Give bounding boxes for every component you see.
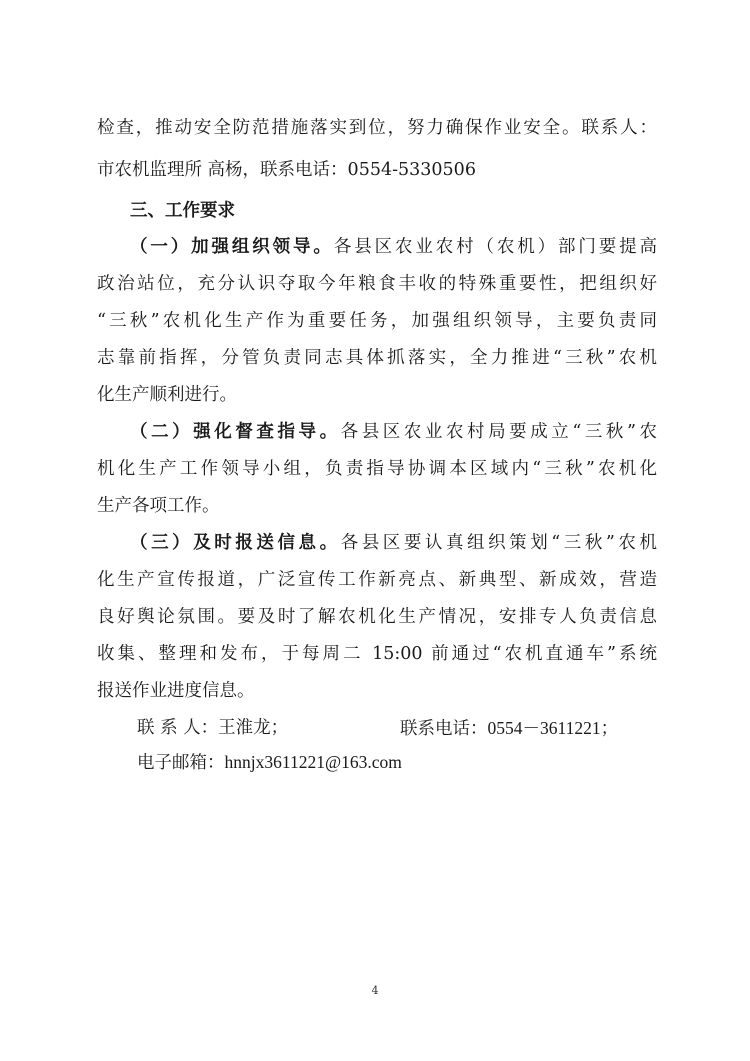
contact-phone: 0554－3611221； bbox=[487, 718, 619, 738]
contact-line bbox=[137, 714, 657, 742]
p2-line-1 bbox=[130, 418, 657, 446]
page-number: 4 bbox=[371, 984, 379, 997]
p0-line-1: 检查，推动安全防范措施落实到位，努力确保作业安全。联系人： bbox=[97, 118, 657, 138]
p2-line-2: 机化生产工作领导小组，负责指导协调本区域内“三秋”农机化 bbox=[97, 459, 657, 479]
contact-person-label: 联 系 人： bbox=[137, 718, 219, 738]
contact-phone-group bbox=[400, 714, 618, 743]
p1-line-1 bbox=[130, 233, 657, 261]
p3-line-1 bbox=[130, 529, 657, 557]
p3-line-5: 报送作业进度信息。 bbox=[97, 681, 255, 701]
p1-text: 各县区农业农村（农机）部门要提高 bbox=[333, 237, 658, 257]
p2-line-3: 生产各项工作。 bbox=[97, 496, 220, 516]
email-label: 电子邮箱： bbox=[137, 753, 225, 773]
p1-line-2: 政治站位，充分认识夺取今年粮食丰收的特殊重要性，把组织好 bbox=[97, 274, 657, 294]
contact-person: 王淮龙； bbox=[218, 718, 289, 738]
p3-text: 各县区要认真组织策划“三秋”农机 bbox=[340, 533, 657, 553]
p0-line-2: 市农机监理所 高杨，联系电话：0554-5330506 bbox=[97, 160, 476, 180]
p3-title: （三）及时报送信息。 bbox=[130, 533, 341, 553]
p3-line-3: 良好舆论氛围。要及时了解农机化生产情况，安排专人负责信息 bbox=[97, 607, 657, 627]
p3-line-2: 化生产宣传报道，广泛宣传工作新亮点、新典型、新成效，营造 bbox=[97, 570, 657, 590]
p1-line-3: “三秋”农机化生产作为重要任务，加强组织领导，主要负责同 bbox=[97, 311, 657, 331]
p1-line-5: 化生产顺利进行。 bbox=[97, 385, 237, 405]
p3-line-4: 收集、整理和发布，于每周二 15:00 前通过“农机直通车”系统 bbox=[97, 644, 657, 664]
contact-phone-label: 联系电话： bbox=[400, 719, 488, 739]
p2-title: （二）强化督查指导。 bbox=[130, 422, 341, 442]
email-line bbox=[137, 748, 657, 777]
p1-line-4: 志靠前指挥，分管负责同志具体抓落实，全力推进“三秋”农机 bbox=[97, 348, 657, 368]
p2-text: 各县区农业农村局要成立“三秋”农 bbox=[340, 422, 657, 442]
section-heading: 三、工作要求 bbox=[130, 201, 235, 221]
p1-title: （一）加强组织领导。 bbox=[130, 237, 334, 257]
email-address: hnnjx3611221@163.com bbox=[224, 752, 402, 772]
